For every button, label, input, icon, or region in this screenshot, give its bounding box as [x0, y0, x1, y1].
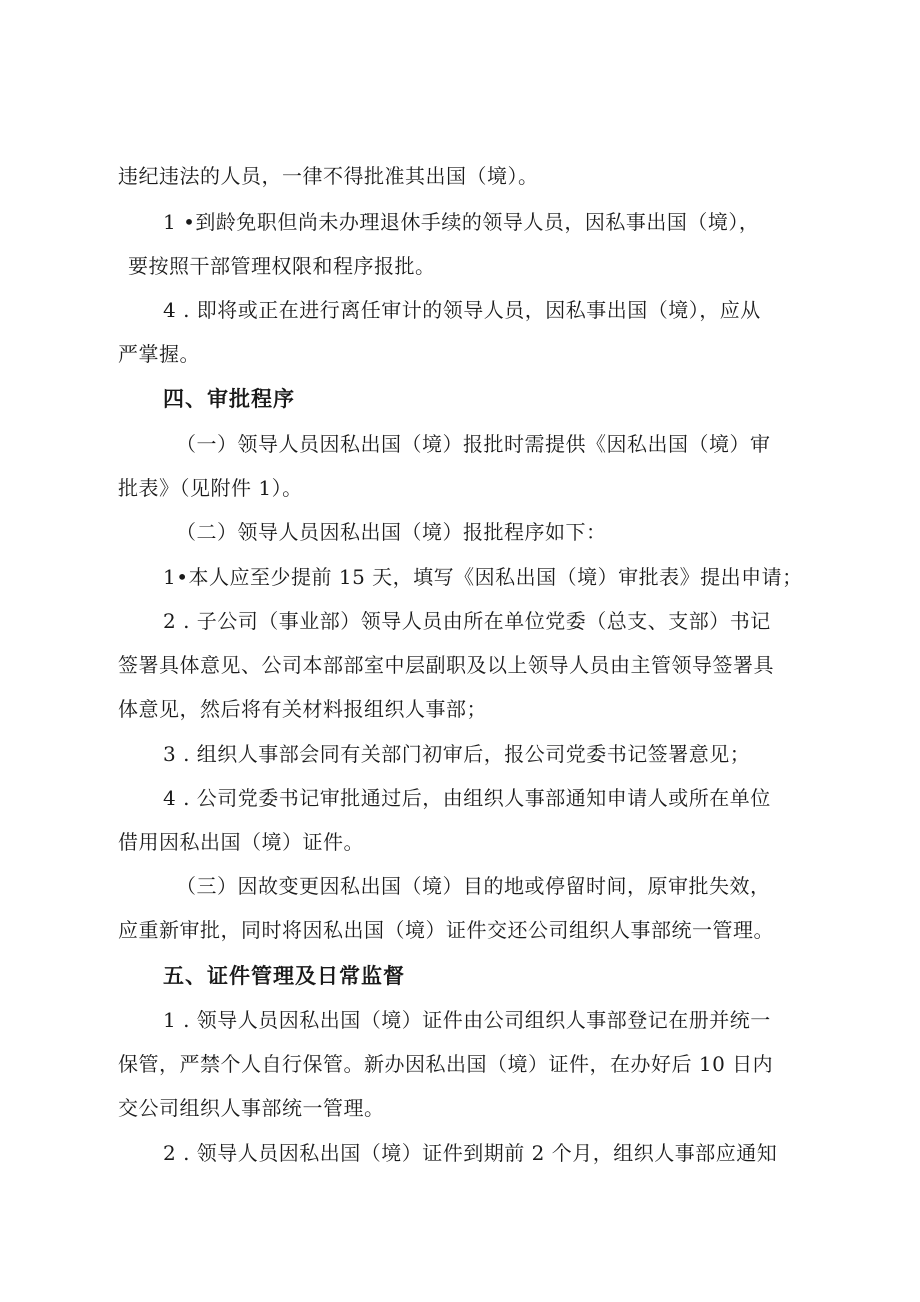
paragraph-line: 4 . 即将或正在进行离任审计的领导人员，因私事出国（境），应从 — [163, 298, 761, 322]
paragraph-line: 2 . 领导人员因私出国（境）证件到期前 2 个月，组织人事部应通知 — [163, 1141, 778, 1165]
paragraph-line: 3 . 组织人事部会同有关部门初审后，报公司党委书记签署意见； — [163, 742, 751, 766]
paragraph-line: 要按照干部管理权限和程序报批。 — [128, 254, 436, 278]
paragraph-line: 应重新审批，同时将因私出国（境）证件交还公司组织人事部统一管理。 — [118, 918, 774, 942]
paragraph-line: 交公司组织人事部统一管理。 — [118, 1096, 385, 1120]
paragraph-line: 违纪违法的人员，一律不得批准其出国（境）。 — [118, 164, 539, 188]
paragraph-line: 1•本人应至少提前 15 天，填写《因私出国（境）审批表》提出申请； — [163, 565, 803, 589]
paragraph-line: 2 . 子公司（事业部）领导人员由所在单位党委（总支、支部）书记 — [163, 609, 771, 633]
paragraph-line: 保管，严禁个人自行保管。新办因私出国（境）证件，在办好后 10 日内 — [118, 1052, 774, 1076]
paragraph-line: （一）领导人员因私出国（境）报批时需提供《因私出国（境）审 — [176, 432, 771, 456]
paragraph-line: 4 . 公司党委书记审批通过后，由组织人事部通知申请人或所在单位 — [163, 786, 771, 810]
paragraph-line: 签署具体意见、公司本部部室中层副职及以上领导人员由主管领导签署具 — [118, 653, 774, 677]
section-heading-certificates: 五、证件管理及日常监督 — [163, 964, 405, 988]
paragraph-line: 借用因私出国（境）证件。 — [118, 830, 364, 854]
section-heading-approval: 四、审批程序 — [163, 387, 295, 411]
paragraph-line: 1 . 领导人员因私出国（境）证件由公司组织人事部登记在册并统一 — [163, 1008, 771, 1032]
paragraph-line: （三）因故变更因私出国（境）目的地或停留时间，原审批失效， — [176, 874, 771, 898]
paragraph-line: 批表》（见附件 1）。 — [118, 476, 303, 500]
paragraph-line: （二）领导人员因私出国（境）报批程序如下： — [176, 520, 607, 544]
paragraph-line: 严掌握。 — [118, 342, 200, 366]
paragraph-line: 1 •到龄免职但尚未办理退休手续的领导人员，因私事出国（境）， — [163, 210, 760, 234]
paragraph-line: 体意见，然后将有关材料报组织人事部； — [118, 697, 487, 721]
